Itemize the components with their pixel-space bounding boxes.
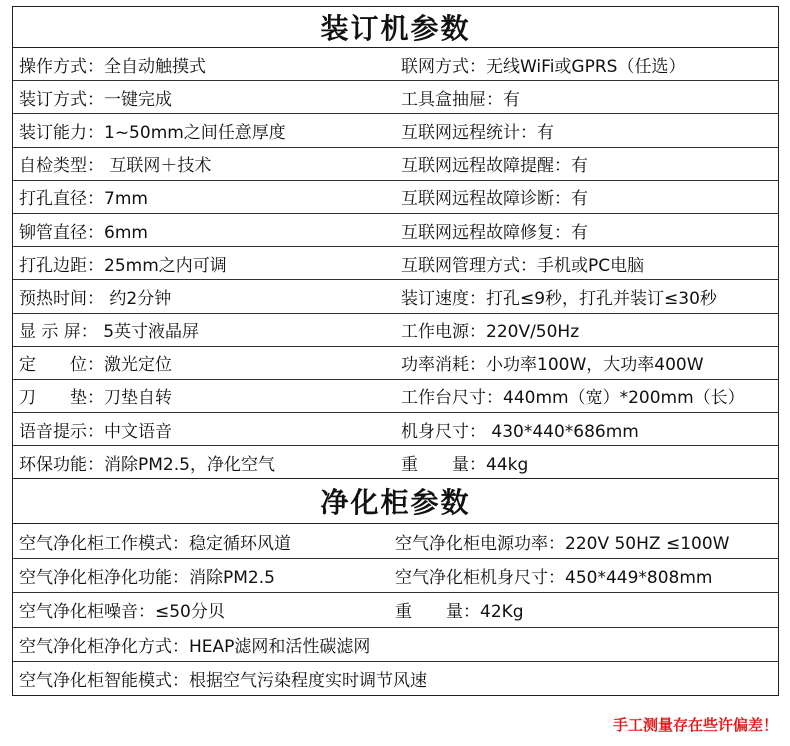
purifier-spec-text: 空气净化柜智能模式：根据空气污染程度实时调节风速: [19, 671, 427, 692]
binder-spec-right: 功率消耗：小功率100W，大功率400W: [401, 355, 704, 376]
purifier-rows: [13, 524, 778, 695]
purifier-section-title: 净化柜参数: [13, 478, 778, 524]
binder-spec-row: [13, 314, 778, 347]
purifier-spec-right: 空气净化柜机身尺寸：450*449*808mm: [395, 568, 713, 589]
binder-spec-right: 互联网远程故障诊断：有: [401, 189, 588, 210]
purifier-spec-text: 空气净化柜净化方式：HEAP滤网和活性碳滤网: [19, 636, 371, 657]
binder-spec-right: 工作电源：220V/50Hz: [401, 322, 580, 343]
purifier-spec-left: 空气净化柜噪音：≤50分贝: [19, 602, 225, 623]
binder-spec-row: [13, 48, 778, 81]
binder-spec-left: 自检类型： 互联网＋技术: [19, 156, 212, 177]
purifier-spec-left: 空气净化柜工作模式：稳定循环风道: [19, 533, 291, 554]
binder-spec-right: 工具盒抽屉：有: [401, 89, 520, 110]
binder-spec-row: [13, 280, 778, 313]
binder-spec-left: 刀 垫：刀垫自转: [19, 388, 172, 409]
binder-spec-right: 重 量：44kg: [401, 454, 529, 475]
purifier-spec-full-row: [13, 662, 778, 695]
binder-spec-row: [13, 446, 778, 478]
binder-spec-left: 语音提示：中文语音: [19, 421, 172, 442]
binder-spec-left: 环保功能：消除PM2.5，净化空气: [19, 454, 275, 475]
binder-spec-right: 互联网远程故障提醒：有: [401, 156, 588, 177]
binder-spec-left: 打孔边距：25mm之内可调: [19, 255, 227, 276]
binder-spec-right: 互联网远程统计：有: [401, 122, 554, 143]
purifier-spec-full-row: [13, 628, 778, 662]
binder-spec-left: 定 位：激光定位: [19, 355, 172, 376]
binder-spec-left: 操作方式：全自动触摸式: [19, 56, 206, 77]
binder-spec-left: 打孔直径：7mm: [19, 189, 148, 210]
binder-spec-row: [13, 181, 778, 214]
purifier-spec-row: [13, 524, 778, 558]
binder-section-title: 装订机参数: [13, 7, 778, 48]
binder-spec-row: [13, 413, 778, 446]
binder-spec-left: 显 示 屏： 5英寸液晶屏: [19, 322, 200, 343]
binder-spec-right: 机身尺寸： 430*440*686mm: [401, 421, 639, 442]
binder-spec-right: 互联网管理方式：手机或PC电脑: [401, 255, 645, 276]
binder-spec-left: 装订能力：1~50mm之间任意厚度: [19, 122, 286, 143]
binder-spec-right: 工作台尺寸：440mm（宽）*200mm（长）: [401, 388, 745, 409]
measurement-disclaimer: 手工测量存在些许偏差！: [612, 716, 778, 734]
purifier-spec-row: [13, 593, 778, 627]
binder-spec-right: 联网方式：无线WiFi或GPRS（任选）: [401, 56, 686, 77]
purifier-spec-right: 空气净化柜电源功率：220V 50HZ ≤100W: [395, 533, 730, 554]
binder-spec-left: 铆管直径：6mm: [19, 222, 148, 243]
binder-spec-row: [13, 148, 778, 181]
binder-spec-row: [13, 347, 778, 380]
purifier-spec-row: [13, 559, 778, 593]
binder-rows: [13, 48, 778, 478]
binder-spec-right: 互联网远程故障修复：有: [401, 222, 588, 243]
binder-spec-row: [13, 247, 778, 280]
spec-table: [12, 6, 779, 696]
binder-spec-row: [13, 114, 778, 147]
binder-spec-row: [13, 214, 778, 247]
binder-spec-left: 装订方式：一键完成: [19, 89, 172, 110]
purifier-spec-left: 空气净化柜净化功能：消除PM2.5: [19, 568, 275, 589]
binder-spec-row: [13, 380, 778, 413]
binder-spec-left: 预热时间： 约2分钟: [19, 288, 172, 309]
purifier-spec-right: 重 量：42Kg: [395, 602, 524, 623]
binder-spec-right: 装订速度：打孔≤9秒，打孔并装订≤30秒: [401, 288, 717, 309]
binder-spec-row: [13, 81, 778, 114]
